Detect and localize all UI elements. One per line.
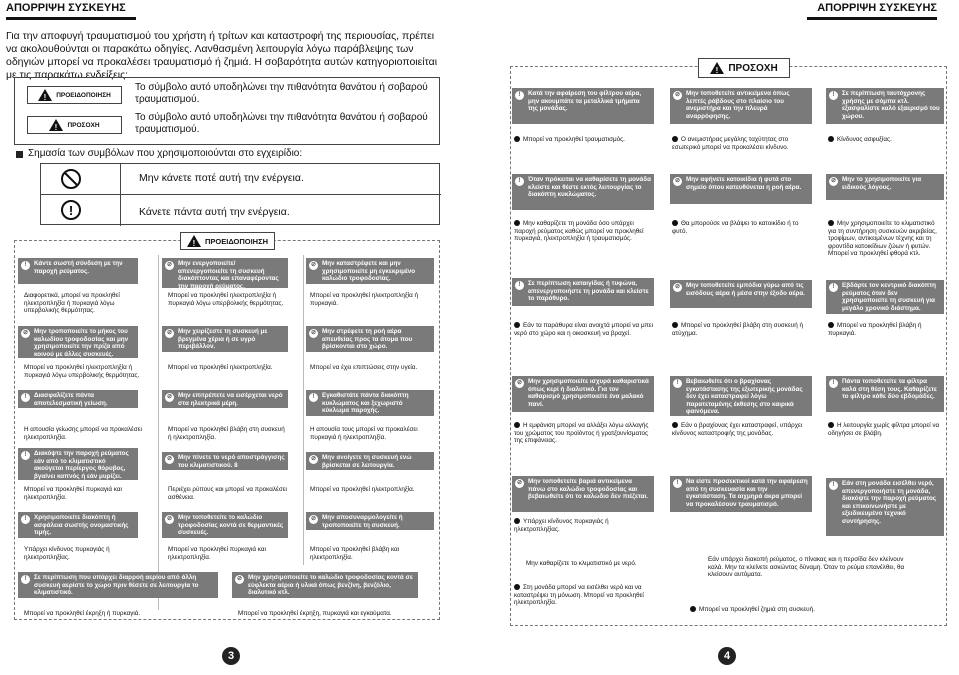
warning-item-6: ⊘ Μην στρέφετε τη ροή αέρα απευθείας προς τα άτομα που βρίσκονται στο χώρο. bbox=[306, 326, 434, 352]
warning-item-4-body: Μπορεί να προκληθεί ηλεκτροπληξία ή πυρκαγιά λόγω υπερβολικής θερμότητας. bbox=[24, 364, 140, 379]
prohibited-icon: ⊘ bbox=[22, 330, 29, 336]
caution-item-12: ! Πάντα τοποθετείτε τα φίλτρα καλά στη θέση τους. Καθαρίζετε το φίλτρο κάθε δύο εβδομάδες. bbox=[826, 376, 944, 412]
right-header-title: ΑΠΟΡΡΙΨΗ ΣΥΣΚΕΥΗΣ bbox=[817, 2, 937, 14]
svg-text:!: ! bbox=[68, 203, 74, 218]
svg-text:!: ! bbox=[43, 93, 47, 101]
prohibited-icon: ⊘ bbox=[310, 330, 317, 336]
warning-item-6-body: Μπορεί να έχει επιπτώσεις στην υγεία. bbox=[310, 364, 418, 371]
warning-item-9: ! Εγκαθιστάτε πάντα διακόπτη κυκλώματος και ξεχωριστό κύκλωμα παροχής. bbox=[306, 390, 434, 416]
caution-section-triangle-icon bbox=[710, 62, 724, 74]
warning-item-2: ⊘ Μην ενεργοποιείτε/απενεργοποιείτε τη συσκευή διακόπτοντας και επαναφέροντας την παροχή ρεύματος. bbox=[162, 258, 288, 288]
mandatory-icon: ! bbox=[21, 451, 30, 460]
warning-item-11-body: Περιέχει ρύπους και μπορεί να προκαλέσει ασθένεια. bbox=[168, 486, 287, 501]
caution-item-4: ! Όταν πρόκειται να καθαρίσετε τη μονάδα κλείστε και θέστε εκτός λειτουργίας το διακόπτη κυκλώματος. bbox=[512, 174, 654, 210]
prohibited-icon bbox=[60, 168, 82, 190]
svg-text:!: ! bbox=[55, 123, 58, 131]
right-header-rule bbox=[807, 17, 937, 20]
caution-item-5-body: Θα μπορούσε να βλάψει το κατοικίδιο ή το φυτό. bbox=[672, 220, 799, 235]
warning-item-14: ⊘ Μην τοποθετείτε το καλώδιο τροφοδοσίας κοντά σε θερμαντικές συσκευές. bbox=[162, 512, 288, 538]
prohibited-icon: ⊘ bbox=[516, 380, 523, 386]
warning-item-16-body: Μπορεί να προκληθεί έκρηξη ή πυρκαγιά. bbox=[24, 610, 141, 617]
caution-item-6: ⊘ Μην το χρησιμοποιείτε για ειδικούς λόγους. bbox=[826, 174, 944, 200]
prohibited-icon: ⊘ bbox=[166, 262, 173, 268]
prohibited-icon: ⊘ bbox=[674, 92, 681, 98]
mandatory-icon: ! bbox=[21, 575, 30, 584]
mandatory-icon: ! bbox=[829, 379, 838, 388]
warning-item-10: ! Διακόψτε την παροχή ρεύματος εάν από το κλιματιστικό ακούγεται περίεργος θόρυβος, βγαίνει καπνός ή εάν μυρίζει. bbox=[18, 448, 138, 480]
warning-item-13: ! Χρησιμοποιείτε διακόπτη ή ασφάλεια σωστής ονομαστικής τιμής. bbox=[18, 512, 138, 538]
page-number-right: 4 bbox=[718, 647, 736, 665]
prohibited-icon: ⊘ bbox=[674, 178, 681, 184]
warning-item-3: ⊘ Μην καταστρέφετε και μην χρησιμοποιείτε μη εγκεκριμένο καλώδιο τροφοδοσίας. bbox=[306, 258, 434, 284]
caution-item-5: ⊘ Μην αφήνετε κατοικίδια ή φυτά στο σημείο όπου κατευθύνεται η ροή αέρα. bbox=[670, 174, 812, 204]
caution-item-11-body: Εάν ο βραχίονας έχει καταστραφεί, υπάρχει κίνδυνος καταστροφής της μονάδας. bbox=[672, 422, 803, 437]
warning-item-1-body: Διαφορετικά, μπορεί να προκληθεί ηλεκτροπληξία ή πυρκαγιά λόγω υπερβολικής θερμότητας. bbox=[24, 292, 120, 315]
always-do-text: Κάνετε πάντα αυτή την ενέργεια. bbox=[139, 206, 290, 218]
bullet-icon bbox=[690, 606, 696, 612]
bullet-icon bbox=[828, 136, 834, 142]
never-do-text: Μην κάνετε ποτέ αυτή την ενέργεια. bbox=[139, 172, 304, 184]
mandatory-icon: ! bbox=[673, 379, 682, 388]
caution-section-title: ΠΡΟΣΟΧΗ bbox=[728, 62, 778, 74]
caution-item-7: ! Σε περίπτωση καταιγίδας ή τυφώνα, απενεργοποιήστε τη μονάδα και κλείστε το παράθυρο. bbox=[512, 278, 654, 306]
mandatory-icon: ! bbox=[515, 177, 524, 186]
mandatory-icon: ! bbox=[829, 283, 838, 292]
caution-item-13: ⊘ Μην τοποθετείτε βαριά αντικείμενα πάνω στο καλώδιο τροφοδοσίας και βεβαιωθείτε ότι το καλώδιο δεν πιέζεται. bbox=[512, 476, 654, 512]
caution-triangle-icon bbox=[49, 119, 63, 131]
warning-item-13-body: Υπάρχει κίνδυνος πυρκαγιάς ή ηλεκτροπληξίας. bbox=[24, 546, 110, 561]
caution-item-1: ! Κατά την αφαίρεση του φίλτρου αέρα, μην ακουμπάτε τα μεταλλικά τμήματα της μονάδας. bbox=[512, 88, 654, 124]
caution-item-8: ⊘ Μην τοποθετείτε εμπόδια γύρω από τις εισόδους αέρα ή μέσα στην έξοδο αέρα. bbox=[670, 280, 812, 308]
prohibited-icon: ⊘ bbox=[310, 262, 317, 268]
caution-item-7-body: Εάν τα παράθυρα είναι ανοιχτά μπορεί να μπει νερό στο χώρο και η οικοσκευή να βραχεί. bbox=[514, 322, 654, 337]
caution-item-2: ⊘ Μην τοποθετείτε αντικείμενα όπως λεπτές ράβδους στο πλαίσιο του ανεμιστήρα και την πλευρά αναρρόφησης. bbox=[670, 88, 812, 124]
prohibited-icon: ⊘ bbox=[516, 480, 523, 486]
warning-item-7: ! Διασφαλίζετε πάντα αποτελεσματική γείωση. bbox=[18, 390, 138, 408]
left-header-rule bbox=[6, 17, 136, 20]
severity-legend bbox=[14, 77, 440, 145]
symbols-heading: Σημασία των συμβόλων που χρησιμοποιούνται στο εγχειρίδιο: bbox=[28, 148, 303, 159]
warning-item-12: ⊘ Μην ανοίγετε τη συσκευή ενώ βρίσκεται σε λειτουργία. bbox=[306, 452, 434, 470]
prohibited-icon: ⊘ bbox=[166, 456, 173, 462]
caution-note-1: Μην καθαρίζετε το κλιματιστικό με νερό. bbox=[526, 560, 637, 567]
caution-label-box bbox=[27, 116, 122, 134]
warning-item-7-body: Η απουσία γείωσης μπορεί να προκαλέσει ηλεκτροπληξία. bbox=[24, 426, 142, 441]
warning-item-8: ⊘ Μην επιτρέπετε να εισέρχεται νερό στα ηλεκτρικά μέρη. bbox=[162, 390, 288, 408]
bullet-icon bbox=[828, 220, 834, 226]
page-number-left: 3 bbox=[222, 647, 240, 665]
warning-item-8-body: Μπορεί να προκληθεί βλάβη στη συσκευή ή ηλεκτροπληξία. bbox=[168, 426, 285, 441]
prohibited-icon: ⊘ bbox=[166, 394, 173, 400]
bullet-icon bbox=[672, 136, 678, 142]
mandatory-icon: ! bbox=[829, 481, 838, 490]
intro-paragraph: Για την αποφυγή τραυματισμού του χρήστη ή τρίτων και καταστροφή της περιουσίας, πρέπει να ακολουθούνται οι παρακάτω οδηγίες. Λανθασμένη λειτουργία λόγω παράβλεψης των οδηγιών μπορεί να προκαλέσει τραυματισμό ή ζημιά. Η σοβαρότητα αυτών κατηγοριοποιείται με τις παρακάτω ενδείξεις: bbox=[6, 30, 438, 81]
svg-text:!: ! bbox=[192, 239, 196, 247]
symbols-legend bbox=[40, 163, 440, 225]
mandatory-icon bbox=[60, 199, 82, 221]
prohibited-icon: ⊘ bbox=[236, 576, 243, 582]
mandatory-icon: ! bbox=[21, 393, 30, 402]
prohibited-icon: ⊘ bbox=[830, 178, 837, 184]
info-icon: ! bbox=[21, 261, 30, 270]
bullet-icon bbox=[828, 422, 834, 428]
bullet-icon bbox=[514, 584, 520, 590]
warning-label: ΠΡΟΕΙΔΟΠΟΙΗΣΗ bbox=[56, 91, 111, 99]
caution-item-9-body: Μπορεί να προκληθεί βλάβη ή πυρκαγιά. bbox=[828, 322, 922, 337]
bullet-icon bbox=[672, 220, 678, 226]
caution-item-3-body: Κίνδυνος ασφυξίας. bbox=[828, 136, 944, 144]
warning-item-17-body: Μπορεί να προκληθεί έκρηξη, πυρκαγιά και εγκαύματα. bbox=[238, 610, 392, 617]
caution-item-4-body: Μην καθαρίζετε τη μονάδα όσο υπάρχει παροχή ρεύματος καθώς μπορεί να προκληθεί πυρκαγιά, ηλεκτροπληξία ή τραυματισμός. bbox=[514, 220, 644, 243]
warning-item-15: ⊘ Μην αποσυναρμολογείτε ή τροποποιείτε τη συσκευή. bbox=[306, 512, 434, 530]
caution-item-6-body: Μην χρησιμοποιείτε το κλιματιστικό για τη συντήρηση συσκευών ακριβείας, τροφίμων, αντικειμένων τέχνης και τη φροντίδα κατοικίδιων ζώων ή φυτών. Μπορεί να προκληθεί φθορά κτλ. bbox=[828, 220, 937, 258]
warning-label-box bbox=[27, 86, 122, 104]
mandatory-icon: ! bbox=[309, 393, 318, 402]
caution-item-2-body: Ο ανεμιστήρας μεγάλης ταχύτητας στο εσωτερικό μπορεί να προκαλέσει κίνδυνο. bbox=[672, 136, 789, 151]
mandatory-icon: ! bbox=[21, 515, 30, 524]
warning-item-10-body: Μπορεί να προκληθεί πυρκαγιά και ηλεκτροπληξία. bbox=[24, 486, 122, 501]
warning-section-title: ΠΡΟΕΙΔΟΠΟΙΗΣΗ bbox=[204, 236, 269, 246]
caution-item-11: ! Βεβαιωθείτε ότι ο βραχίονας εγκατάστασης της εξωτερικής μονάδας δεν έχει καταστραφεί λόγω παρατεταμένης έκθεσης στο καιρικά φαινόμενα. bbox=[670, 376, 812, 416]
bullet-icon bbox=[514, 322, 520, 328]
caution-item-9: ! Εβδάρτε τον κεντρικό διακόπτη ρεύματος όταν δεν χρησιμοποιείτε τη συσκευή για μεγάλο χρονικό διάστημα. bbox=[826, 280, 944, 314]
bullet-icon bbox=[514, 422, 520, 428]
mandatory-icon: ! bbox=[515, 281, 524, 290]
caution-note-4: Μπορεί να προκληθεί ζημιά στη συσκευή. bbox=[690, 606, 890, 614]
warning-item-11: ⊘ Μην πίνετε το νερό αποστράγγισης του κλιματιστικού. 8 bbox=[162, 452, 288, 470]
warning-item-12-body: Μπορεί να προκληθεί ηλεκτροπληξία. bbox=[310, 486, 415, 493]
caution-section-title-box bbox=[698, 58, 790, 78]
warning-item-9-body: Η απουσία τους μπορεί να προκαλέσει πυρκαγιά ή ηλεκτροπληξία. bbox=[310, 426, 418, 441]
bullet-square-icon bbox=[16, 151, 23, 158]
prohibited-icon: ⊘ bbox=[166, 330, 173, 336]
prohibited-icon: ⊘ bbox=[310, 456, 317, 462]
bullet-icon bbox=[514, 518, 520, 524]
caution-label: ΠΡΟΣΟΧΗ bbox=[67, 121, 100, 129]
caution-item-3: ! Σε περίπτωση ταυτόχρονης χρήσης με σόμπα κτλ. εξασφαλίστε καλό εξαερισμό του χώρου. bbox=[826, 88, 944, 124]
warning-triangle-icon bbox=[38, 89, 52, 101]
warning-item-5-body: Μπορεί να προκληθεί ηλεκτροπληξία. bbox=[168, 364, 273, 371]
caution-item-1-body: Μπορεί να προκληθεί τραυματισμός. bbox=[514, 136, 654, 144]
bullet-icon bbox=[514, 220, 520, 226]
mandatory-icon: ! bbox=[515, 91, 524, 100]
caution-item-14: ! Να είστε προσεκτικοί κατά την αφαίρεση από τη συσκευασία και την εγκατάσταση. Τα αιχμηρά άκρα μπορεί να προκαλέσουν τραυματισμό. bbox=[670, 476, 812, 512]
prohibited-icon: ⊘ bbox=[310, 516, 317, 522]
warning-item-1: ! Κάντε σωστή σύνδεση με την παροχή ρεύματος. bbox=[18, 258, 138, 284]
warning-section-triangle-icon bbox=[187, 235, 201, 247]
caution-item-8-body: Μπορεί να προκληθεί βλάβη στη συσκευή ή ατύχημα. bbox=[672, 322, 803, 337]
caution-item-15: ! Εάν στη μονάδα εισέλθει νερό, απενεργοποιήστε τη μονάδα, διακόψτε την παροχή ρεύματος και επικοινωνήστε με εξειδικευμένο τεχνικό συντήρησης. bbox=[826, 478, 944, 536]
svg-text:!: ! bbox=[715, 66, 719, 74]
warning-item-15-body: Μπορεί να προκληθεί βλάβη και ηλεκτροπληξία. bbox=[310, 546, 400, 561]
bullet-icon bbox=[828, 322, 834, 328]
bullet-icon bbox=[672, 422, 678, 428]
warning-item-14-body: Μπορεί να προκληθεί πυρκαγιά και ηλεκτροπληξία. bbox=[168, 546, 266, 561]
warning-item-2-body: Μπορεί να προκληθεί ηλεκτροπληξία ή πυρκαγιά λόγω υπερβολικής θερμότητας. bbox=[168, 292, 284, 307]
bullet-icon bbox=[672, 322, 678, 328]
left-header-title: ΑΠΟΡΡΙΨΗ ΣΥΣΚΕΥΗΣ bbox=[6, 2, 126, 14]
mandatory-icon: ! bbox=[829, 91, 838, 100]
caution-item-13-body: Υπάρχει κίνδυνος πυρκαγιάς ή ηλεκτροπληξίας. bbox=[514, 518, 609, 533]
prohibited-icon: ⊘ bbox=[166, 516, 173, 522]
warning-item-16: ! Σε περίπτωση που υπάρχει διαρροή αερίου από άλλη συσκευή αερίστε το χώρο πριν θέσετε σε λειτουργία το κλιματιστικό. bbox=[18, 572, 218, 598]
warning-description: Το σύμβολο αυτό υποδηλώνει την πιθανότητα θανάτου ή σοβαρού τραυματισμού. bbox=[135, 82, 428, 105]
caution-note-3: Στη μονάδα μπορεί να εισέλθει νερό και να καταστρέψει τη μόνωση. Μπορεί να προκληθεί ηλεκτροπληξία. bbox=[514, 584, 644, 607]
warning-item-3-body: Μπορεί να προκληθεί ηλεκτροπληξία ή πυρκαγιά. bbox=[310, 292, 418, 307]
bullet-icon bbox=[514, 136, 520, 142]
caution-item-10-body: Η εμφάνιση μπορεί να αλλάξει λόγω αλλαγής του χρώματος του προϊόντος ή γρατζουνίσματος της επιφάνειας. bbox=[514, 422, 649, 445]
prohibited-icon: ⊘ bbox=[674, 284, 681, 290]
warning-item-5: ⊘ Μην χειρίζεστε τη συσκευή με βρεγμένα χέρια ή σε υγρό περιβάλλον. bbox=[162, 326, 288, 352]
caution-item-12-body: Η λειτουργία χωρίς φίλτρα μπορεί να οδηγήσει σε βλάβη. bbox=[828, 422, 940, 437]
warning-item-17: ⊘ Μην χρησιμοποιείτε το καλώδιο τροφοδοσίας κοντά σε εύφλεκτα αέρια ή υλικά όπως βενζίνη, βενζόλιο, διαλυτικό κτλ. bbox=[232, 572, 418, 598]
caution-item-10: ⊘ Μην χρησιμοποιείτε ισχυρά καθαριστικά όπως κερί ή διαλυτικό. Για τον καθαρισμό χρησιμοποιείτε ένα μαλακό πανί. bbox=[512, 376, 654, 412]
mandatory-icon: ! bbox=[673, 479, 682, 488]
caution-description: Το σύμβολο αυτό υποδηλώνει την πιθανότητα θανάτου ή σοβαρού τραυματισμού. bbox=[135, 112, 428, 135]
warning-section-title-box bbox=[180, 232, 275, 250]
caution-note-2: Εάν υπάρχει διακοπή ρεύματος, ο πίνακας και η περσίδα δεν κλείνουν καλά. Μην τα κλείνετε ασκώντας δύναμη. Όταν το ρεύμα επανέλθει, θα κλείσουν αυτόματα. bbox=[708, 556, 905, 579]
warning-item-4: ⊘ Μην τροποποιείτε το μήκος του καλωδίου τροφοδοσίας και μην χρησιμοποιείτε την πρίζα από κοινού με άλλες συσκευές. bbox=[18, 326, 138, 358]
